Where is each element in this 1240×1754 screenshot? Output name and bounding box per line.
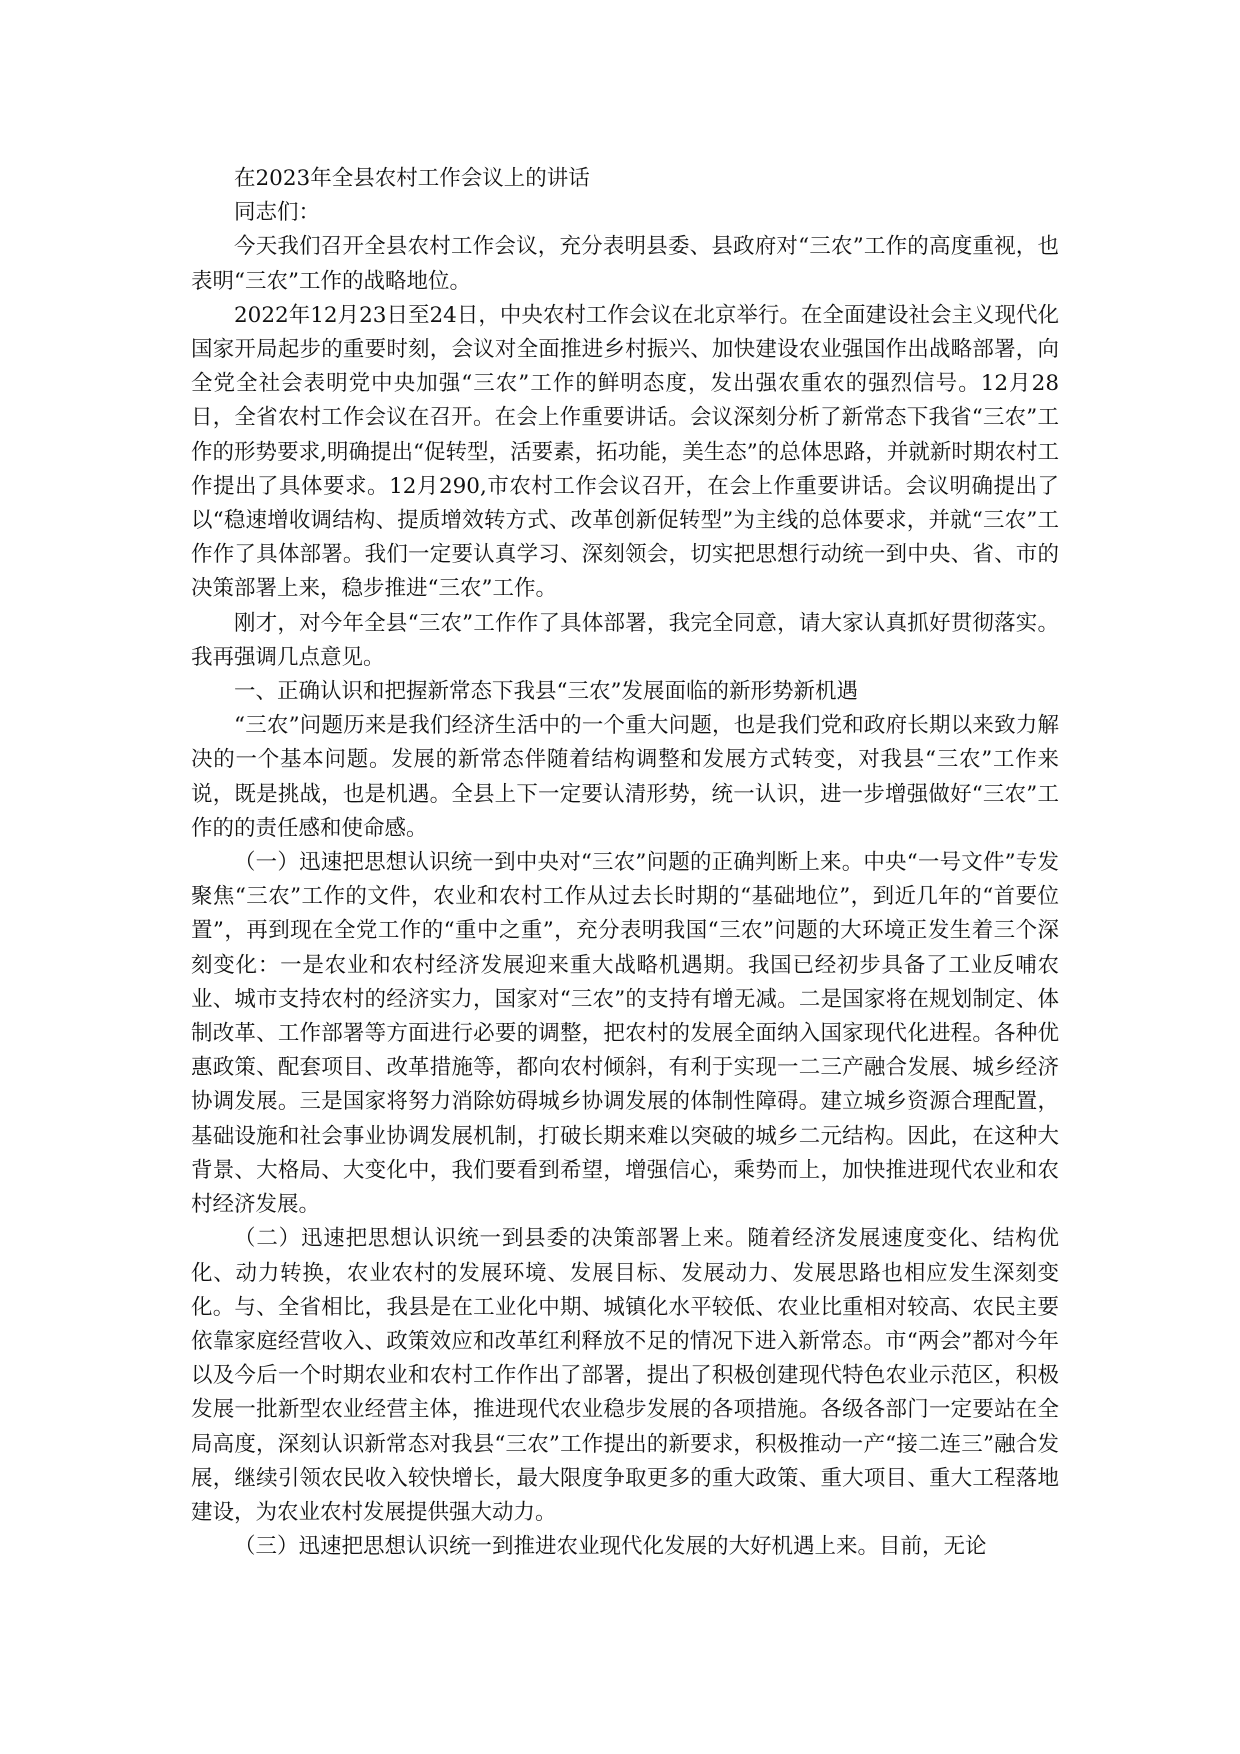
paragraph-point-1: （一）迅速把思想认识统一到中央对“三农”问题的正确判断上来。中央“一号文件”专发聚焦“三农”工作的文件，农业和农村工作从过去长时期的“基础地位”，到近几年的“首要位置”，再到现在全党工作的“重中之重”，充分表明我国“三农”问题的大环境正发生着三个深刻变化：一是农业和农村经济发展迎来重大战略机遇期。我国已经初步具备了工业反哺农业、城市支持农村的经济实力，国家对“三农”的支持有增无减。二是国家将在规划制定、体制改革、工作部署等方面进行必要的调整，把农村的发展全面纳入国家现代化进程。各种优惠政策、配套项目、改革措施等，都向农村倾斜，有利于实现一二三产融合发展、城乡经济协调发展。三是国家将努力消除妨碍城乡协调发展的体制性障碍。建立城乡资源合理配置，基础设施和社会事业协调发展机制，打破长期来难以突破的城乡二元结构。因此，在这种大背景、大格局、大变化中，我们要看到希望，增强信心，乘势而上，加快推进现代农业和农村经济发展。 (191, 850, 1059, 1218)
paragraph-point-3: （三）迅速把思想认识统一到推进农业现代化发展的大好机遇上来。目前，无论 (234, 1534, 987, 1560)
paragraph-point-2: （二）迅速把思想认识统一到县委的决策部署上来。随着经济发展速度变化、结构优化、动力转换，农业农村的发展环境、发展目标、发展动力、发展思路也相应发生深刻变化。与、全省相比，我县是在工业化中期、城镇化水平较低、农业比重相对较高、农民主要依靠家庭经营收入、政策效应和改革红利释放不足的情况下进入新常态。市“两会”都对今年以及今后一个时期农业和农村工作作出了部署，提出了积极创建现代特色农业示范区，积极发展一批新型农业经营主体，推进现代农业稳步发展的各项措施。各级各部门一定要站在全局高度，深刻认识新常态对我县“三农”工作提出的新要求，积极推动一产“接二连三”融合发展，继续引领农民收入较快增长，最大限度争取更多的重大政策、重大项目、重大工程落地建设，为农业农村发展提供强大动力。 (191, 1226, 1059, 1525)
document-page (191, 162, 1059, 1564)
paragraph-section-1-intro: “三农”问题历来是我们经济生活中的一个重大问题，也是我们党和政府长期以来致力解决的一个基本问题。发展的新常态伴随着结构调整和发展方式转变，对我县“三农”工作来说，既是挑战，也是机遇。全县上下一定要认清形势，统一认识，进一步增强做好“三农”工作的的责任感和使命感。 (191, 713, 1059, 841)
paragraph-agreement: 刚才，对今年全县“三农”工作作了具体部署，我完全同意，请大家认真抓好贯彻落实。我再强调几点意见。 (191, 610, 1059, 670)
salutation: 同志们： (234, 200, 321, 226)
document-title: 在2023年全县农村工作会议上的讲话 (234, 166, 590, 191)
section-heading-1: 一、正确认识和把握新常态下我县“三农”发展面临的新形势新机遇 (234, 679, 858, 705)
paragraph-opening: 今天我们召开全县农村工作会议，充分表明县委、县政府对“三农”工作的高度重视，也表明“三农”工作的战略地位。 (191, 234, 1059, 294)
paragraph-meetings: 2022年12月23日至24日，中央农村工作会议在北京举行。在全面建设社会主义现代化国家开局起步的重要时刻，会议对全面推进乡村振兴、加快建设农业强国作出战略部署，向全党全社会表明党中央加强“三农”工作的鲜明态度，发出强农重农的强烈信号。12月28日，全省农村工作会议在召开。在会上作重要讲话。会议深刻分析了新常态下我省“三农”工作的形势要求,明确提出“促转型，活要素，拓功能，美生态”的总体思路，并就新时期农村工作提出了具体要求。12月290,市农村工作会议召开，在会上作重要讲话。会议明确提出了以“稳速增收调结构、提质增效转方式、改革创新促转型”为主线的总体要求，并就“三农”工作作了具体部署。我们一定要认真学习、深刻领会，切实把思想行动统一到中央、省、市的决策部署上来，稳步推进“三农”工作。 (191, 302, 1059, 602)
